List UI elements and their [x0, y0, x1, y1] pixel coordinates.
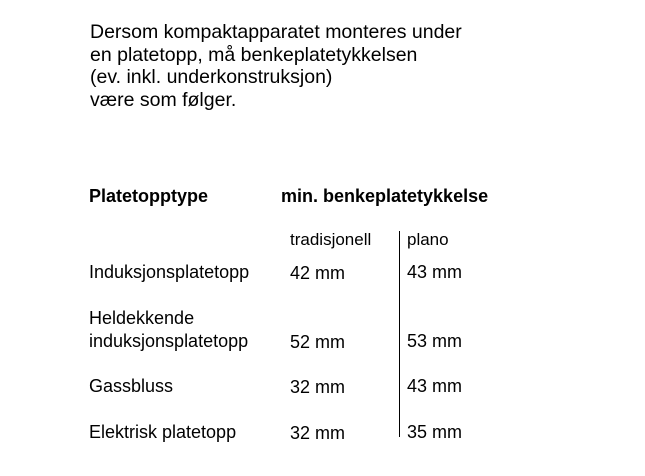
- intro-paragraph: [90, 21, 610, 111]
- row-traditional-fullsurface: 52 mm: [290, 332, 346, 352]
- row-traditional-induction: 42 mm: [290, 263, 346, 283]
- column-header-type: Platetopptype: [89, 186, 209, 206]
- intro-line: Dersom kompaktapparatet monteres under: [90, 21, 462, 43]
- row-traditional-electric: 32 mm: [290, 423, 346, 443]
- intro-line: en platetopp, må benkeplatetykkelsen: [90, 43, 418, 66]
- column-header-min-thickness: min. benkeplatetykkelse: [281, 186, 489, 206]
- intro-line: være som følger.: [90, 88, 237, 111]
- row-plano-induction: 43 mm: [407, 262, 463, 282]
- row-type-induction: Induksjonsplatetopp: [89, 262, 250, 282]
- row-type-electric: Elektrisk platetopp: [89, 422, 237, 442]
- subheader-traditional: tradisjonell: [290, 230, 372, 249]
- column-divider: [399, 231, 400, 437]
- row-plano-gas: 43 mm: [407, 376, 463, 396]
- row-type-fullsurface-line2: induksjonsplatetopp: [89, 331, 249, 351]
- row-plano-fullsurface: 53 mm: [407, 331, 463, 351]
- row-traditional-gas: 32 mm: [290, 377, 346, 397]
- row-type-fullsurface-line1: Heldekkende: [89, 308, 195, 328]
- subheader-plano: plano: [407, 230, 449, 249]
- intro-line: (ev. inkl. underkonstruksjon): [90, 66, 333, 88]
- row-type-gas: Gassbluss: [89, 376, 174, 396]
- row-plano-electric: 35 mm: [407, 422, 463, 442]
